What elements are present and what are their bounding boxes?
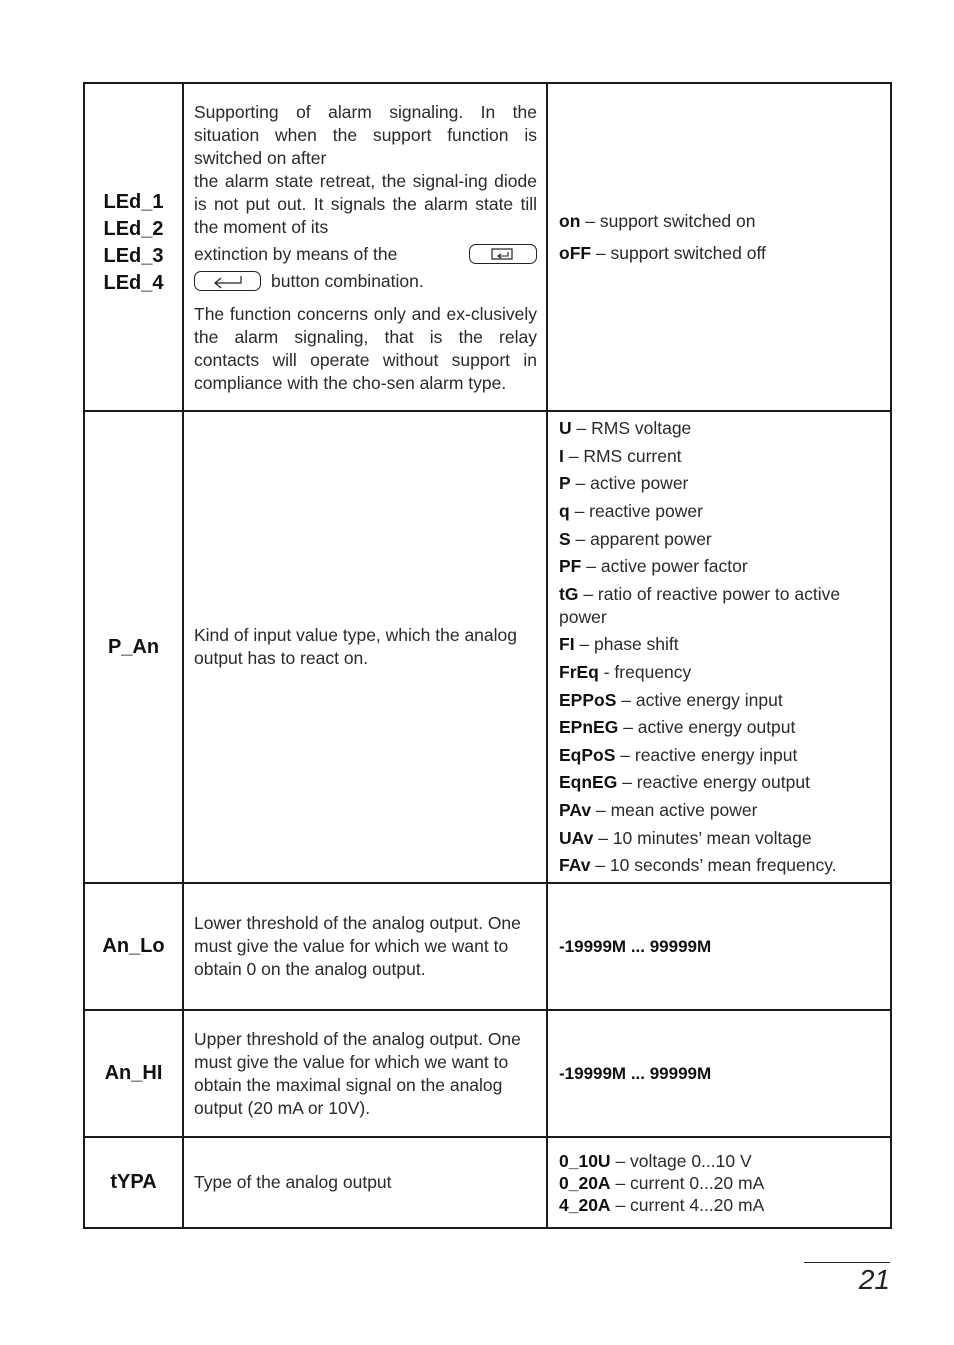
option-key: EPnEG: [559, 717, 619, 738]
parameter-name: LEd_3: [103, 245, 164, 267]
page-number: 21: [858, 1264, 890, 1295]
parameter-name: P_An: [107, 635, 160, 658]
description-text: The function concerns only and ex-clusively the alarm signaling, that is the relay contacts will operate without support in compliance with the cho-sen alarm type.: [194, 303, 537, 393]
option-key: FI: [559, 634, 575, 655]
display-key-icon: [469, 244, 537, 264]
parameter-options-cell: [547, 83, 891, 411]
parameter-options-cell: [547, 883, 891, 1010]
enter-key-icon: [194, 271, 261, 291]
parameter-name-cell: [84, 1010, 183, 1137]
parameter-options-cell: [547, 411, 891, 883]
option-item: [559, 633, 880, 656]
description-text: Supporting of alarm signaling. In the situation when the support function is switched on after: [194, 101, 537, 168]
description-text: Lower threshold of the analog output. One must give the value for which we want to obtain 0 on the analog output.: [194, 913, 521, 979]
option-item: [559, 417, 880, 440]
parameter-name-cell: [84, 411, 183, 883]
table-row: [84, 1137, 891, 1228]
option-key: q: [559, 501, 570, 522]
option-text: – ratio of reactive power to active power: [559, 583, 841, 627]
option-item: [559, 1150, 880, 1172]
option-text: – mean active power: [591, 799, 758, 820]
parameter-name: LEd_1: [103, 191, 164, 213]
option-item: [559, 555, 880, 578]
description-text: Type of the analog output: [194, 1172, 392, 1192]
parameter-name-cell: [84, 1137, 183, 1228]
option-key: FrEq: [559, 662, 599, 682]
option-item: [559, 528, 880, 551]
description-text: button combination.: [271, 270, 424, 291]
table-row: [84, 883, 891, 1010]
option-key: FAv: [559, 855, 591, 876]
parameter-name: LEd_4: [103, 272, 164, 294]
parameter-name-cell: [84, 83, 183, 411]
parameter-name-cell: [84, 883, 183, 1010]
option-key: EqPoS: [559, 744, 616, 765]
value-range: -19999M ... 99999M: [559, 936, 712, 956]
option-key: 0_10U: [559, 1150, 611, 1171]
option-key: PAv: [559, 799, 592, 820]
option-item: [559, 210, 880, 232]
description-text: extinction by means of the: [194, 243, 398, 264]
table-row: [84, 1010, 891, 1137]
option-item: [559, 744, 880, 767]
option-key: UAv: [559, 827, 594, 848]
parameter-description-cell: [183, 411, 547, 883]
option-item: [559, 500, 880, 523]
option-text: – support switched on: [580, 211, 756, 231]
option-item: [559, 689, 880, 712]
option-item: [559, 472, 880, 495]
option-text: – 10 seconds’ mean frequency.: [590, 855, 837, 876]
description-text: Upper threshold of the analog output. One must give the value for which we want to obtain the maximal signal on the analog output (20 mA or 10V).: [194, 1028, 521, 1118]
table-row: [84, 83, 891, 411]
option-key: EPPoS: [559, 689, 617, 710]
option-key: 4_20A: [559, 1194, 611, 1215]
option-text: – current 4...20 mA: [610, 1194, 765, 1215]
parameter-description-cell: [183, 1137, 547, 1228]
value-range: -19999M ... 99999M: [559, 1063, 712, 1083]
page-number-rule: [804, 1262, 890, 1263]
option-item: [559, 771, 880, 794]
option-text: – active power: [570, 473, 689, 494]
parameter-description-cell: [183, 83, 547, 411]
option-text: – phase shift: [574, 634, 679, 655]
parameter-description-cell: [183, 1010, 547, 1137]
option-key: on: [559, 211, 581, 231]
description-text: Kind of input value type, which the analog output has to react on.: [194, 625, 517, 668]
table-row: [84, 411, 891, 883]
parameter-name: LEd_2: [103, 218, 164, 240]
option-text: – reactive energy input: [615, 744, 798, 765]
option-text: – voltage 0...10 V: [610, 1150, 752, 1171]
parameter-name: tYPA: [110, 1171, 157, 1193]
option-key: tG: [559, 583, 579, 604]
parameter-name: An_Lo: [102, 935, 165, 957]
option-text: - frequency: [598, 662, 692, 682]
option-text: – 10 minutes’ mean voltage: [593, 827, 812, 848]
option-item: [559, 242, 880, 264]
option-item: [559, 854, 880, 877]
option-key: U: [559, 418, 572, 439]
option-text: – reactive power: [569, 501, 703, 522]
option-item: [559, 1172, 880, 1194]
option-item: [559, 716, 880, 739]
option-key: PF: [559, 556, 582, 577]
option-text: – apparent power: [570, 528, 712, 549]
option-key: S: [559, 528, 571, 549]
parameter-options-cell: [547, 1010, 891, 1137]
option-text: – reactive energy output: [617, 772, 810, 793]
option-item: [559, 827, 880, 850]
option-item: [559, 445, 880, 468]
option-item: [559, 1194, 880, 1216]
option-item: [559, 661, 880, 684]
option-text: – support switched off: [591, 243, 766, 263]
option-key: 0_20A: [559, 1172, 611, 1193]
option-key: oFF: [559, 243, 592, 263]
option-text: – RMS current: [563, 445, 682, 466]
parameter-options-cell: [547, 1137, 891, 1228]
parameter-name: An_HI: [104, 1062, 163, 1084]
description-text: the alarm state retreat, the signal-ing diode is not put out. It signals the alarm state till the moment of its: [194, 170, 537, 237]
parameter-description-cell: [183, 883, 547, 1010]
option-key: I: [559, 445, 564, 466]
option-text: – RMS voltage: [571, 418, 692, 439]
option-text: – active energy output: [618, 717, 796, 738]
option-key: P: [559, 473, 571, 494]
option-item: [559, 799, 880, 822]
parameter-table: [83, 82, 892, 1229]
option-item: [559, 583, 880, 629]
option-text: – active power factor: [581, 556, 748, 577]
option-text: – active energy input: [616, 689, 783, 710]
option-key: EqnEG: [559, 772, 618, 793]
option-text: – current 0...20 mA: [610, 1172, 765, 1193]
